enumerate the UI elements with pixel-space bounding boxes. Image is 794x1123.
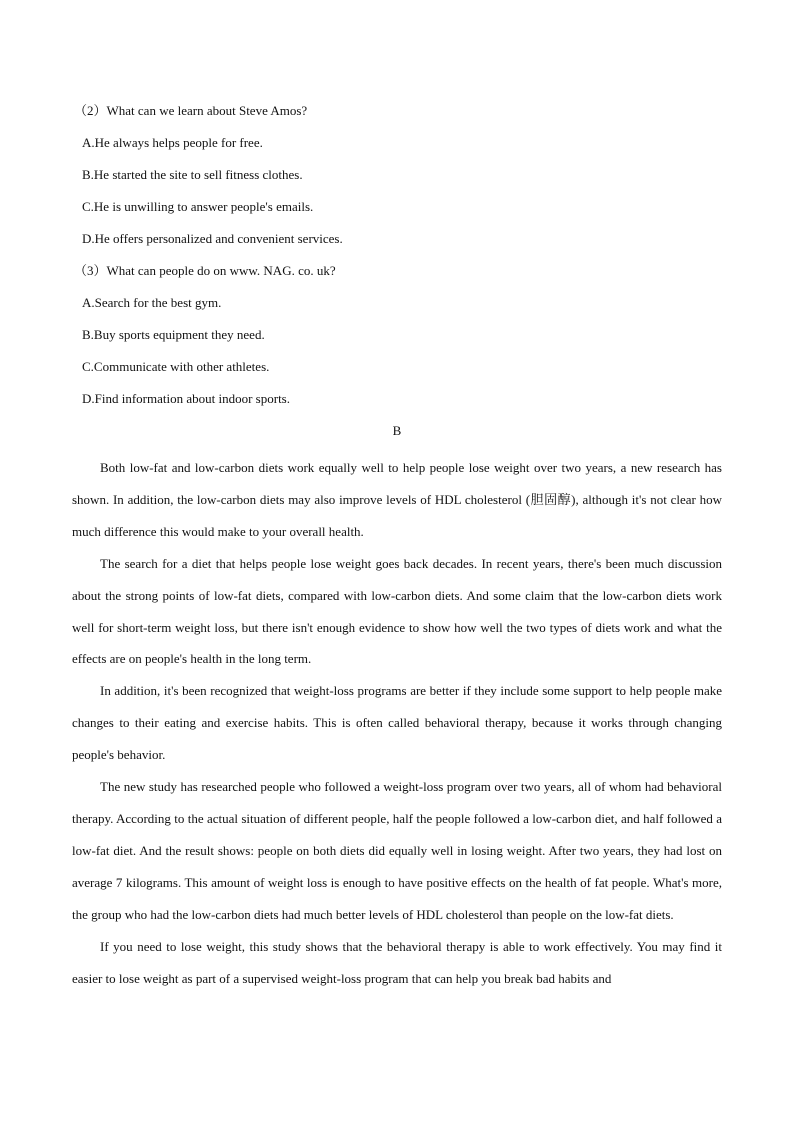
- document-page: [72, 100, 722, 994]
- passage-paragraph: If you need to lose weight, this study shows that the behavioral therapy is able to work effectively. You may find it easier to lose weight as part of a supervised weight-loss program that can help you break bad habits and: [72, 938, 722, 986]
- passage-paragraph: In addition, it's been recognized that weight-loss programs are better if they include some support to help people make changes to their eating and exercise habits. This is often called behavioral therapy, because it works through changing people's behavior.: [72, 683, 722, 763]
- passage-paragraph: The search for a diet that helps people lose weight goes back decades. In recent years, there's been much discussion about the strong points of low-fat diets, compared with low-carbon diets. And some claim that the low-carbon diets work well for short-term weight loss, but there isn't enough evidence to show how well the two types of diets work and what the effects are on people's health in the long term.: [72, 555, 722, 667]
- option-c: C.Communicate with other athletes.: [82, 359, 270, 374]
- option-d: D.He offers personalized and convenient services.: [82, 231, 343, 246]
- question-3: [72, 260, 722, 420]
- section-heading: B: [392, 423, 402, 438]
- question-2: [72, 100, 722, 260]
- question-stem: （3）What can people do on www. NAG. co. uk?: [74, 263, 336, 278]
- passage-paragraph: Both low-fat and low-carbon diets work equally well to help people lose weight over two years, a new research has shown. In addition, the low-carbon diets may also improve levels of HDL cholesterol (胆固醇), although it's not clear how much difference this would make to your overall health.: [72, 460, 722, 539]
- option-a: A.He always helps people for free.: [82, 135, 263, 150]
- question-stem: （2）What can we learn about Steve Amos?: [74, 103, 308, 118]
- option-a: A.Search for the best gym.: [82, 295, 222, 310]
- option-b: B.Buy sports equipment they need.: [82, 327, 265, 342]
- reading-passage: [72, 452, 722, 994]
- option-c: C.He is unwilling to answer people's emails.: [82, 199, 314, 214]
- option-b: B.He started the site to sell fitness clothes.: [82, 167, 303, 182]
- option-d: D.Find information about indoor sports.: [82, 391, 290, 406]
- passage-paragraph: The new study has researched people who followed a weight-loss program over two years, all of whom had behavioral therapy. According to the actual situation of different people, half the people followed a low-carbon diet, and half followed a low-fat diet. And the result shows: people on both diets did equally well in losing weight. After two years, they had lost on average 7 kilograms. This amount of weight loss is enough to have positive effects on the health of fat people. What's more, the group who had the low-carbon diets had much better levels of HDL cholesterol than people on the low-fat diets.: [72, 779, 722, 922]
